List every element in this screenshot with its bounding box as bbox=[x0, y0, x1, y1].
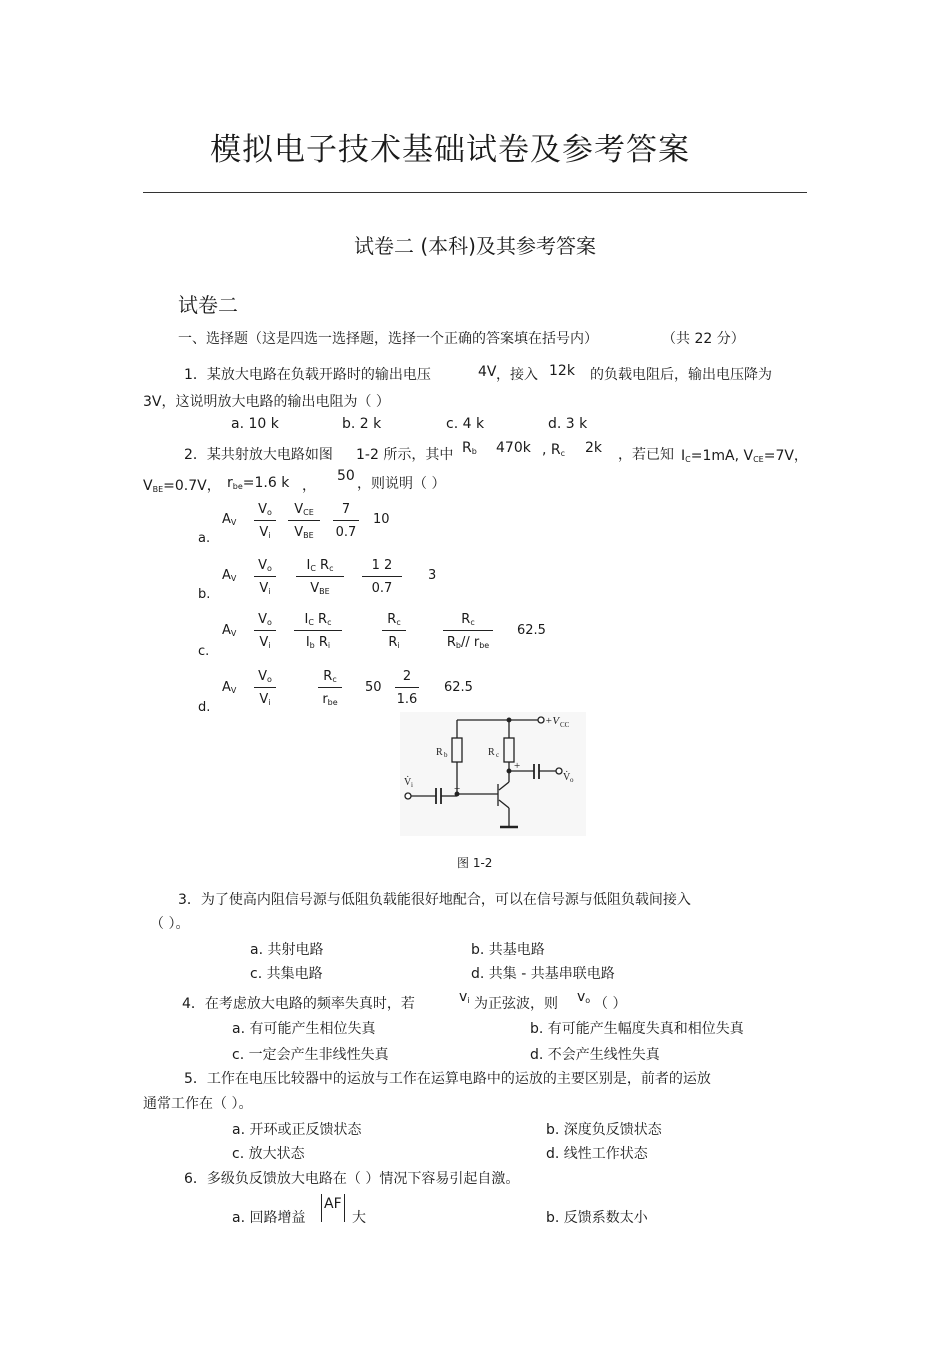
q2-option-a-label: a. bbox=[198, 531, 211, 546]
q2-rb-label: $R_b$ bbox=[462, 440, 477, 456]
q5-option-c: c. 放大状态 bbox=[232, 1146, 305, 1162]
q2a-frac-vce-vbe: $V_{CE}$ $V_{BE}$ bbox=[288, 502, 320, 540]
q2d-frac-2-16: $\frac{2}{1.6}$ bbox=[396, 669, 418, 707]
q1-voltage: 4V bbox=[478, 364, 497, 380]
q1-option-b: b. 2 k bbox=[342, 416, 382, 432]
q3-option-d: d. 共集 - 共基串联电路 bbox=[471, 966, 615, 982]
q2a-av: $A_V$ bbox=[222, 512, 237, 527]
q2c-frac-rc-rb-rbe: $R_c$ $R_b//$ $r_{be}$ bbox=[443, 612, 493, 650]
q2d-beta: 50 bbox=[365, 680, 382, 695]
document-title: 模拟电子技术基础试卷及参考答案 bbox=[210, 132, 690, 168]
q1-option-a: a. 10 k bbox=[231, 416, 279, 432]
q4-option-b: b. 有可能产生幅度失真和相位失真 bbox=[530, 1021, 744, 1037]
q2a-frac-vo-vi: $\frac{V_o}{V_i}$ bbox=[254, 502, 276, 540]
q2-ic: $I_C=1mA$, $V_{CE}=7V$， bbox=[681, 448, 808, 464]
q5-option-d: d. 线性工作状态 bbox=[546, 1146, 648, 1162]
q2c-frac-icrc-ibri: $\frac{I_C R_c}{I_b R_i}$ bbox=[294, 612, 342, 650]
q2c-result: 62.5 bbox=[517, 623, 546, 638]
q2b-frac-icrc-vbe: $I_C$ $R_c$ $V_{BE}$ bbox=[296, 558, 344, 596]
circuit-diagram bbox=[400, 712, 586, 836]
q2-rc-label: , $R_c$ bbox=[542, 442, 566, 458]
q4-vo: $v_o$ bbox=[577, 989, 591, 1005]
part1-heading: 一、选择题（这是四选一选择题，选择一个正确的答案填在括号内） bbox=[178, 331, 598, 347]
q5-option-a: a. 开环或正反馈状态 bbox=[232, 1122, 362, 1138]
q2-beta: 50 bbox=[337, 468, 355, 484]
q2a-result: 10 bbox=[373, 512, 390, 527]
common-emitter-circuit bbox=[400, 712, 586, 836]
q6-option-a-end: 大 bbox=[352, 1210, 366, 1226]
svg-text:c: c bbox=[496, 751, 500, 759]
title-divider bbox=[143, 192, 807, 193]
q2-vbe: $V_{BE}=0.7V$， bbox=[143, 478, 221, 494]
q6-text: 6．多级负反馈放大电路在（ ）情况下容易引起自激。 bbox=[184, 1171, 520, 1187]
svg-text:b: b bbox=[444, 751, 448, 759]
q2-rb-value: 470k bbox=[496, 440, 531, 456]
q5-text-line1: 5．工作在电压比较器中的运放与工作在运算电路中的运放的主要区别是，前者的运放 bbox=[184, 1071, 711, 1087]
q2-rc-value: 2k bbox=[585, 440, 603, 456]
q6-option-a: a. 回路增益 bbox=[232, 1210, 306, 1226]
q3-option-a: a. 共射电路 bbox=[250, 942, 324, 958]
q3-option-c: c. 共集电路 bbox=[250, 966, 323, 982]
part1-total: （共 22 分） bbox=[662, 331, 745, 347]
q2-rbe: $r_{be}=1.6$ k bbox=[227, 475, 290, 491]
exam-subtitle: 试卷二 (本科)及其参考答案 bbox=[354, 234, 596, 258]
q2-comma: ， bbox=[302, 478, 316, 494]
q6-option-b: b. 反馈系数太小 bbox=[546, 1210, 648, 1226]
q2d-frac-vo-vi: $\frac{V_o}{V_i}$ bbox=[254, 669, 276, 707]
q1-text-b: ，接入 bbox=[496, 367, 538, 383]
figure-caption: 图 1-2 bbox=[457, 856, 493, 870]
q2a-frac-7-07: $\frac{7}{0.7}$ bbox=[333, 502, 359, 540]
q2c-frac-rc-ri: $\frac{R_c}{R_i}$ bbox=[382, 612, 406, 650]
q1-text-a: 1．某放大电路在负载开路时的输出电压 bbox=[184, 367, 431, 383]
section-heading: 试卷二 bbox=[178, 293, 238, 317]
svg-text:o: o bbox=[570, 776, 574, 784]
q2-option-b-label: b. bbox=[198, 587, 211, 602]
q1-text-c: 的负载电阻后，输出电压降为 bbox=[590, 367, 772, 383]
q2c-frac-vo-vi: $\frac{V_o}{V_i}$ bbox=[254, 612, 276, 650]
vo-label: V̇ bbox=[563, 772, 571, 783]
q5-option-b: b. 深度负反馈状态 bbox=[546, 1122, 662, 1138]
q2d-av: $A_V$ bbox=[222, 680, 237, 695]
q5-text-line2: 通常工作在（ ）。 bbox=[143, 1096, 253, 1112]
q2b-frac-vo-vi: $\frac{V_o}{V_i}$ bbox=[254, 558, 276, 596]
q4-vi: $v_i$ bbox=[459, 989, 470, 1005]
q2-known: ，若已知 bbox=[618, 447, 674, 463]
q1-resistance: 12k bbox=[549, 363, 575, 379]
output-plus: + bbox=[514, 760, 521, 772]
vcc-label: +V bbox=[545, 715, 560, 727]
rc-label: R bbox=[488, 747, 495, 758]
q2-figure-ref: 1-2 所示，其中 bbox=[356, 447, 454, 463]
input-plus: + bbox=[454, 783, 461, 795]
q2b-frac-12-07: $\frac{1 2}{0.7}$ bbox=[362, 558, 402, 596]
q4-option-c: c. 一定会产生非线性失真 bbox=[232, 1047, 389, 1063]
q4-text-a: 4．在考虑放大电路的频率失真时，若 bbox=[182, 996, 415, 1012]
q1-option-d: d. 3 k bbox=[548, 416, 588, 432]
vi-label: V̇ bbox=[404, 777, 412, 788]
rb-label: R bbox=[436, 747, 443, 758]
q4-text-b: 为正弦波，则 bbox=[474, 996, 558, 1012]
q2-text-a: 2．某共射放大电路如图 bbox=[184, 447, 333, 463]
q4-text-c: （ ） bbox=[594, 996, 627, 1012]
svg-text:CC: CC bbox=[560, 721, 570, 729]
q2b-result: 3 bbox=[428, 568, 437, 583]
q4-option-a: a. 有可能产生相位失真 bbox=[232, 1021, 376, 1037]
q1-option-c: c. 4 k bbox=[446, 416, 485, 432]
q1-text-line2: 3V，这说明放大电路的输出电阻为（ ） bbox=[143, 394, 390, 410]
q2-end: ，则说明（ ） bbox=[357, 476, 446, 492]
q2d-result: 62.5 bbox=[444, 680, 473, 695]
q2c-av: $A_V$ bbox=[222, 623, 237, 638]
q3-text-line1: 3．为了使高内阻信号源与低阻负载能很好地配合，可以在信号源与低阻负载间接入 bbox=[178, 892, 691, 908]
svg-text:i: i bbox=[411, 781, 413, 789]
q4-option-d: d. 不会产生线性失真 bbox=[530, 1047, 660, 1063]
q2d-frac-rc-rbe: $R_c$ $r_{be}$ bbox=[318, 669, 342, 707]
q6-af-abs: AF bbox=[321, 1194, 345, 1222]
q2-option-d-label: d. bbox=[198, 700, 211, 715]
q2b-av: $A_V$ bbox=[222, 568, 237, 583]
q3-text-line2: （ ）。 bbox=[150, 916, 190, 932]
q2-option-c-label: c. bbox=[198, 644, 210, 659]
q3-option-b: b. 共基电路 bbox=[471, 942, 545, 958]
